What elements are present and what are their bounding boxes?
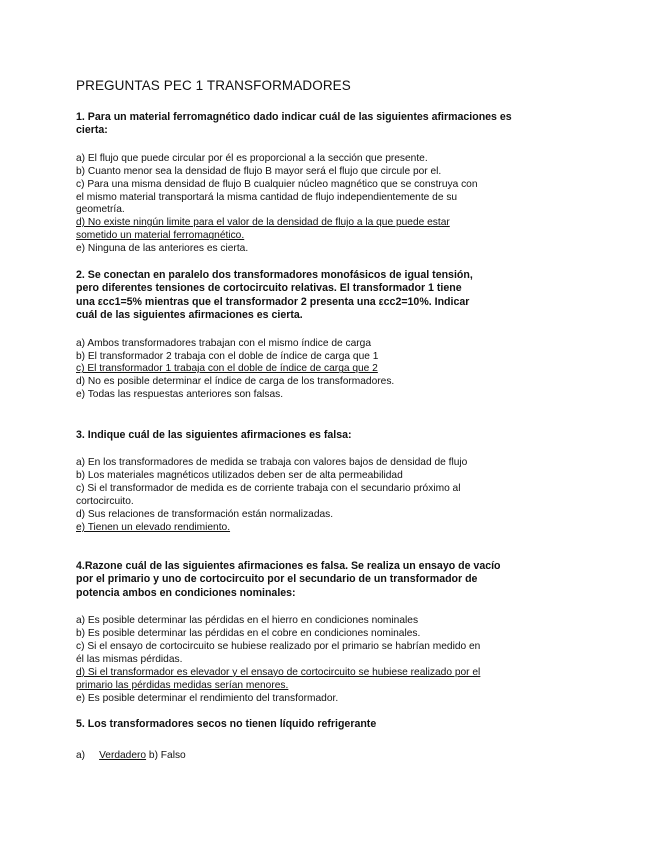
question-2-option-e: e) Todas las respuestas anteriores son falsas. <box>76 389 284 401</box>
question-1-option-c-line-3: geometría. <box>76 204 125 216</box>
question-1-title-line-1: 1. Para un material ferromagnético dado indicar cuál de las siguientes afirmaciones es <box>76 111 512 123</box>
question-2-title-line-1: 2. Se conectan en paralelo dos transformadores monofásicos de igual tensión, <box>76 269 473 281</box>
question-5 <box>76 718 576 762</box>
question-1-option-c-line-2: el mismo material transportará la misma cantidad de flujo independientemente de su <box>76 191 458 203</box>
question-4-options <box>76 615 576 705</box>
question-5-option-true: Verdadero <box>99 750 147 762</box>
question-4-title-line-3: potencia ambos en condiciones nominales: <box>76 586 296 599</box>
question-1-title-line-2: cierta: <box>76 124 108 137</box>
question-4-option-d-line-2: primario las pérdidas medidas serían menores. <box>76 679 289 691</box>
question-2-option-a: a) Ambos transformadores trabajan con el mismo índice de carga <box>76 337 372 349</box>
question-2 <box>76 269 576 402</box>
question-4-option-d-line-1: d) Si el transformador es elevador y el ensayo de cortocircuito se hubiese realizado por el <box>76 666 481 678</box>
question-1-option-c-line-1: c) Para una misma densidad de flujo B cualquier núcleo magnético que se construya con <box>76 178 478 190</box>
question-2-title-line-4: cuál de las siguientes afirmaciones es cierta. <box>76 309 303 322</box>
question-2-option-b: b) El transformador 2 trabaja con el doble de índice de carga que 1 <box>76 350 379 362</box>
question-1-option-d-line-1: d) No existe ningún limite para el valor de la densidad de flujo a la que puede estar <box>76 217 450 229</box>
question-3-option-e: e) Tienen un elevado rendimiento. <box>76 521 231 533</box>
question-3 <box>76 429 576 535</box>
question-3-option-b: b) Los materiales magnéticos utilizados deben ser de alta permeabilidad <box>76 470 403 482</box>
question-3-option-c-line-2: cortocircuito. <box>76 496 134 508</box>
question-4-option-b: b) Es posible determinar las pérdidas en el cobre en condiciones nominales. <box>76 628 421 640</box>
question-3-options <box>76 457 576 534</box>
question-3-title: 3. Indique cuál de las siguientes afirmaciones es falsa: <box>76 429 352 441</box>
question-3-option-c-line-1: c) Si el transformador de medida es de corriente trabaja con el secundario próximo al <box>76 483 461 495</box>
question-2-option-d: d) No es posible determinar el índice de carga de los transformadores. <box>76 376 395 388</box>
question-4-option-c-line-2: él las mismas pérdidas. <box>76 653 183 665</box>
question-4-option-c-line-1: c) Si el ensayo de cortocircuito se hubiese realizado por el primario se habrían medido en <box>76 641 481 653</box>
question-2-title-line-2: pero diferentes tensiones de cortocircuito relativas. El transformador 1 tiene <box>76 282 462 295</box>
question-3-option-a: a) En los transformadores de medida se trabaja con valores bajos de densidad de flujo <box>76 457 468 469</box>
question-2-title-line-3: una εcc1=5% mientras que el transformador 2 presenta una εcc2=10%. Indicar <box>76 295 470 308</box>
question-4-option-a: a) Es posible determinar las pérdidas en el hierro en condiciones nominales <box>76 615 419 627</box>
question-1-option-d-line-2: sometido un material ferromagnético. <box>76 230 245 242</box>
question-5-title: 5. Los transformadores secos no tienen líquido refrigerante <box>76 718 377 730</box>
question-1-option-a: a) El flujo que puede circular por él es proporcional a la sección que presente. <box>76 152 428 164</box>
question-5-options <box>76 749 576 762</box>
question-1-option-e: e) Ninguna de las anteriores es cierta. <box>76 243 249 255</box>
question-5-option-false: b) Falso <box>148 750 186 762</box>
document-title: PREGUNTAS PEC 1 TRANSFORMADORES <box>76 78 351 93</box>
question-2-options <box>76 338 576 403</box>
question-2-option-c: c) El transformador 1 trabaja con el doble de índice de carga que 2 <box>76 363 378 375</box>
question-4 <box>76 560 576 706</box>
question-1-option-b: b) Cuanto menor sea la densidad de flujo B mayor será el flujo que circule por el. <box>76 165 442 177</box>
question-4-title-line-2: por el primario y uno de cortocircuito por el secundario de un transformador de <box>76 573 478 586</box>
question-3-option-d: d) Sus relaciones de transformación están normalizadas. <box>76 509 334 521</box>
question-5-option-prefix: a) <box>76 750 86 762</box>
question-4-option-e: e) Es posible determinar el rendimiento del transformador. <box>76 692 339 704</box>
question-4-title-line-1: 4.Razone cuál de las siguientes afirmaciones es falsa. Se realiza un ensayo de vacío <box>76 560 501 572</box>
question-1-options <box>76 153 576 256</box>
question-1 <box>76 111 576 256</box>
